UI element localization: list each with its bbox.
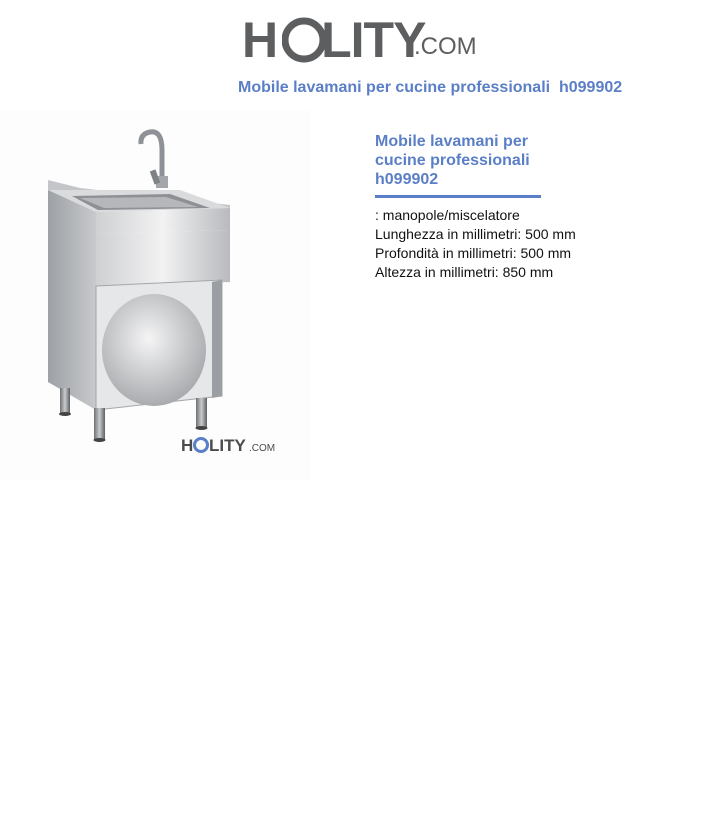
product-info [375,132,675,282]
spec-line: Profondità in millimetri: 500 mm [375,245,572,261]
product-name: Mobile lavamani per cucine professionali h099902 [375,133,530,188]
product-specs [375,206,675,282]
page-title: Mobile lavamani per cucine professionali h099902 [238,79,623,96]
svg-text:H: H [181,436,194,455]
logo-suffix: .COM [414,33,477,60]
spec-line: Altezza in millimetri: 850 mm [375,264,554,280]
site-logo[interactable] [242,10,492,70]
logo-o-icon [282,17,326,63]
spec-line: : manopole/miscelatore [375,207,520,223]
logo-text: H LITY [242,12,426,68]
product-image [0,110,310,480]
svg-text:LITY: LITY [209,436,246,455]
title-underline [375,195,541,198]
spec-line: Lunghezza in millimetri: 500 mm [375,226,576,242]
svg-text:.COM: .COM [249,443,276,454]
